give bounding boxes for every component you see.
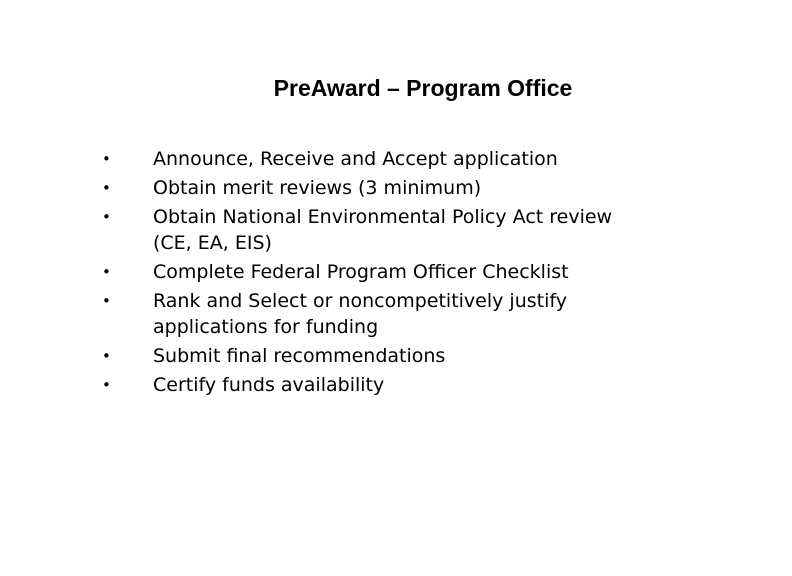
bullet-icon: • <box>102 376 111 394</box>
bullet-text: Complete Federal Program Officer Checklist <box>153 261 569 283</box>
bullet-item-checklist <box>100 259 660 285</box>
bullet-icon: • <box>102 179 111 197</box>
bullet-item-certify-funds <box>100 372 660 398</box>
bullet-icon: • <box>102 150 111 168</box>
bullet-list <box>100 146 660 401</box>
bullet-item-recommendations <box>100 343 660 369</box>
bullet-text: Submit final recommendations <box>153 345 446 367</box>
bullet-icon: • <box>102 347 111 365</box>
bullet-item-merit-reviews <box>100 175 660 201</box>
bullet-item-rank-select <box>100 288 660 340</box>
bullet-text: Certify funds availability <box>153 374 385 396</box>
bullet-item-nepa-review <box>100 204 660 256</box>
bullet-item-announce <box>100 146 660 172</box>
bullet-icon: • <box>102 208 111 226</box>
bullet-icon: • <box>102 292 111 310</box>
slide-title: PreAward – Program Office <box>273 75 573 101</box>
bullet-text: Obtain merit reviews (3 minimum) <box>153 177 482 199</box>
bullet-text: Rank and Select or noncompetitively justify applications for funding <box>153 290 567 338</box>
bullet-text: Announce, Receive and Accept application <box>153 148 558 170</box>
bullet-text: Obtain National Environmental Policy Act review (CE, EA, EIS) <box>153 206 613 254</box>
bullet-icon: • <box>102 263 111 281</box>
